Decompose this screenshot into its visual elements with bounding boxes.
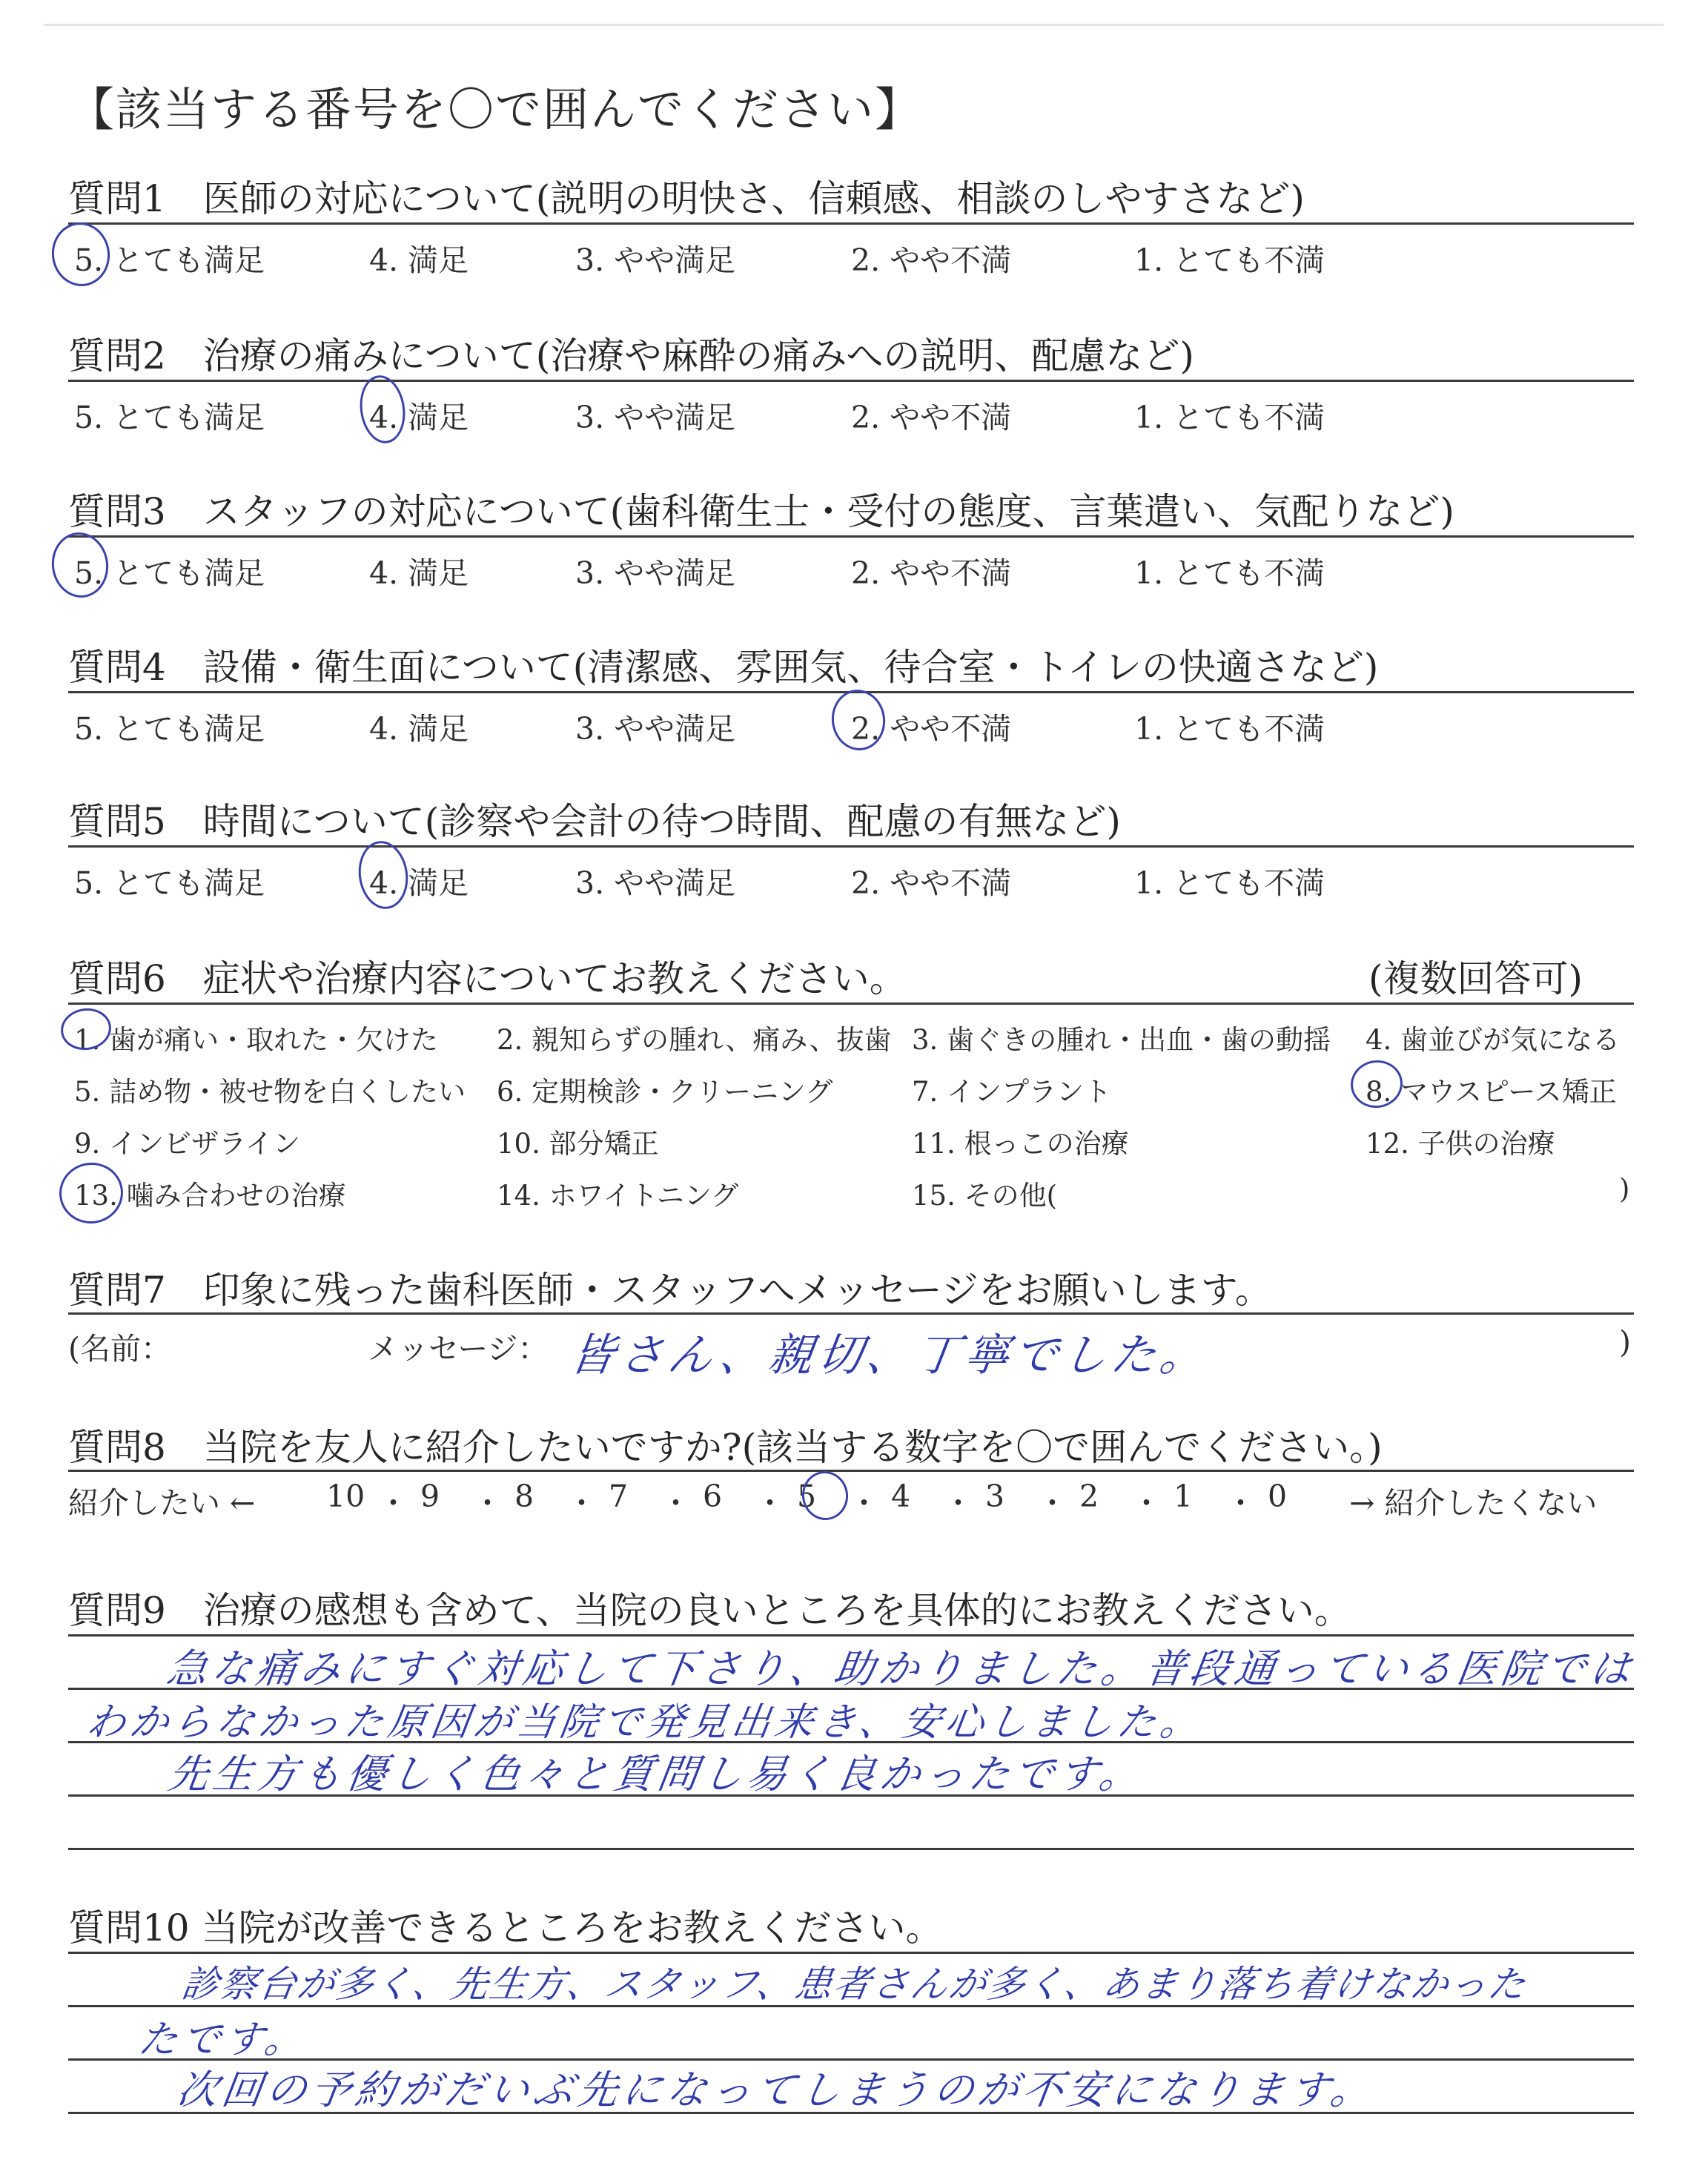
q8-scale-9[interactable]: 9 <box>420 1479 440 1514</box>
q6-item-3[interactable]: 3. 歯ぐきの腫れ・出血・歯の動揺 <box>912 1024 1331 1056</box>
q8-scale-separator: ・ <box>943 1485 973 1521</box>
question-9-title: 質問9 治療の感想も含めて、当院の良いところを具体的にお教えください。 <box>68 1589 1351 1632</box>
q8-scale-10[interactable]: 10 <box>326 1479 365 1514</box>
q4-option-3[interactable]: 3. やや満足 <box>575 711 736 747</box>
q1-option-2[interactable]: 2. やや不満 <box>851 242 1012 278</box>
q8-scale-separator: ・ <box>378 1485 408 1521</box>
q3-option-2[interactable]: 2. やや不満 <box>851 555 1012 591</box>
q6-item-8[interactable]: 8. マウスピース矯正 <box>1366 1076 1617 1108</box>
question-8-title: 質問8 当院を友人に紹介したいですか?(該当する数字を〇で囲んでください。) <box>68 1426 1383 1469</box>
question-5-rule <box>68 845 1634 848</box>
q8-scale-2[interactable]: 2 <box>1079 1479 1099 1514</box>
question-10-title: 質問10 当院が改善できるところをお教えください。 <box>68 1906 943 1949</box>
q6-item-7[interactable]: 7. インプラント <box>912 1076 1112 1108</box>
question-7-title: 質問7 印象に残った歯科医師・スタッフへメッセージをお願いします。 <box>68 1269 1272 1312</box>
q8-scale-7[interactable]: 7 <box>609 1479 629 1514</box>
q7-name-label: (名前： <box>68 1331 171 1367</box>
q8-scale-6[interactable]: 6 <box>703 1479 723 1514</box>
q9-answer-line-3[interactable]: 先生方も優しく色々と質問し易く良かったです。 <box>165 1751 1148 1797</box>
q2-option-2[interactable]: 2. やや不満 <box>851 400 1012 435</box>
q8-scale-separator: ・ <box>1131 1485 1162 1521</box>
q8-scale-separator: ・ <box>1225 1485 1256 1521</box>
q9-writing-line-5 <box>68 1848 1634 1850</box>
q1-option-4[interactable]: 4. 満足 <box>369 242 469 278</box>
q10-answer-line-1[interactable]: 診察台が多く、先生方、スタッフ、患者さんが多く、あまり落ち着けなかった <box>179 1963 1530 2006</box>
q2-option-4[interactable]: 4. 満足 <box>369 400 469 435</box>
q2-option-3[interactable]: 3. やや満足 <box>575 400 736 435</box>
question-4-rule <box>68 691 1634 693</box>
q6-item-6[interactable]: 6. 定期検診・クリーニング <box>497 1076 833 1108</box>
q6-item-9[interactable]: 9. インビザライン <box>74 1128 300 1160</box>
q6-item-5[interactable]: 5. 詰め物・被せ物を白くしたい <box>74 1076 466 1108</box>
q5-option-2[interactable]: 2. やや不満 <box>851 865 1012 901</box>
q5-option-5[interactable]: 5. とても満足 <box>74 865 265 901</box>
q6-other-close-paren: ) <box>1619 1173 1630 1205</box>
question-8-rule <box>68 1470 1634 1472</box>
q9-answer-line-2[interactable]: わからなかった原因が当院で発見出来き、安心しました。 <box>84 1700 1207 1745</box>
q7-message-label: メッセージ： <box>368 1331 549 1367</box>
page-heading: 【該当する番号を〇で囲んでください】 <box>68 82 923 136</box>
q8-right-label: → 紹介したくない <box>1349 1485 1598 1521</box>
question-7-rule <box>68 1312 1634 1315</box>
q8-scale-8[interactable]: 8 <box>514 1479 534 1514</box>
top-border <box>44 24 1664 26</box>
q5-option-1[interactable]: 1. とても不満 <box>1134 865 1325 901</box>
question-1-rule <box>68 222 1634 225</box>
question-2-rule <box>68 380 1634 382</box>
q8-left-label: 紹介したい ← <box>68 1485 256 1521</box>
q6-item-2[interactable]: 2. 親知らずの腫れ、痛み、抜歯 <box>497 1024 892 1056</box>
q4-option-1[interactable]: 1. とても不満 <box>1134 711 1325 747</box>
q1-option-3[interactable]: 3. やや満足 <box>575 242 736 278</box>
q5-option-4[interactable]: 4. 満足 <box>369 865 469 901</box>
q3-option-1[interactable]: 1. とても不満 <box>1134 555 1325 591</box>
question-6-rule <box>68 1003 1634 1005</box>
question-3-title: 質問3 スタッフの対応について(歯科衛生士・受付の態度、言葉遣い、気配りなど) <box>68 490 1454 533</box>
q8-scale-separator: ・ <box>661 1485 691 1521</box>
q6-item-10[interactable]: 10. 部分矯正 <box>497 1128 659 1160</box>
question-1-title: 質問1 医師の対応について(説明の明快さ、信頼感、相談のしやすさなど) <box>68 177 1305 220</box>
q6-item-13[interactable]: 13. 噛み合わせの治療 <box>74 1180 346 1212</box>
q4-option-5[interactable]: 5. とても満足 <box>74 711 265 747</box>
q10-answer-line-3[interactable]: 次回の予約がだいぶ先になってしまうのが不安になります。 <box>174 2067 1379 2113</box>
q4-option-4[interactable]: 4. 満足 <box>369 711 469 747</box>
q2-option-5[interactable]: 5. とても満足 <box>74 400 265 435</box>
q4-option-2[interactable]: 2. やや不満 <box>851 711 1012 747</box>
q6-item-1[interactable]: 1. 歯が痛い・取れた・欠けた <box>74 1024 439 1056</box>
q1-option-5[interactable]: 5. とても満足 <box>74 242 265 278</box>
q8-scale-separator: ・ <box>472 1485 503 1521</box>
q6-item-4[interactable]: 4. 歯並びが気になる <box>1366 1024 1621 1056</box>
q6-item-14[interactable]: 14. ホワイトニング <box>497 1180 739 1212</box>
q8-scale-4[interactable]: 4 <box>891 1479 911 1514</box>
question-6-note: (複数回答可) <box>1368 957 1583 1000</box>
q3-option-5[interactable]: 5. とても満足 <box>74 555 265 591</box>
q6-item-11[interactable]: 11. 根っこの治療 <box>912 1128 1129 1160</box>
q9-answer-line-1[interactable]: 急な痛みにすぐ対応して下さり、助かりました。普段通っている医院では <box>164 1645 1638 1692</box>
q8-scale-3[interactable]: 3 <box>985 1479 1005 1514</box>
q7-handwritten-message[interactable]: 皆さん、親切、丁寧でした。 <box>566 1330 1213 1381</box>
question-5-title: 質問5 時間について(診察や会計の待つ時間、配慮の有無など) <box>68 800 1121 843</box>
q8-scale-0[interactable]: 0 <box>1268 1479 1288 1514</box>
q6-item-12[interactable]: 12. 子供の治療 <box>1366 1128 1555 1160</box>
q3-option-3[interactable]: 3. やや満足 <box>575 555 736 591</box>
q5-option-3[interactable]: 3. やや満足 <box>575 865 736 901</box>
q8-scale-separator: ・ <box>1037 1485 1068 1521</box>
q10-writing-line-1 <box>68 1952 1634 1954</box>
q8-scale-separator: ・ <box>755 1485 785 1521</box>
q6-item-15[interactable]: 15. その他( <box>912 1180 1058 1212</box>
q1-option-1[interactable]: 1. とても不満 <box>1134 242 1325 278</box>
q8-scale-1[interactable]: 1 <box>1174 1479 1194 1514</box>
question-4-title: 質問4 設備・衛生面について(清潔感、雰囲気、待合室・トイレの快適さなど) <box>68 646 1379 689</box>
q7-close-paren: ) <box>1619 1324 1631 1360</box>
question-6-title: 質問6 症状や治療内容についてお教えください。 <box>68 957 907 1000</box>
q8-scale-5[interactable]: 5 <box>797 1479 817 1514</box>
q2-option-1[interactable]: 1. とても不満 <box>1134 400 1325 435</box>
question-3-rule <box>68 535 1634 538</box>
q9-writing-line-1 <box>68 1634 1634 1636</box>
q3-option-4[interactable]: 4. 満足 <box>369 555 469 591</box>
q10-answer-line-2[interactable]: たです。 <box>136 2018 311 2062</box>
q8-scale-separator: ・ <box>566 1485 597 1521</box>
q8-scale-separator: ・ <box>849 1485 879 1521</box>
question-2-title: 質問2 治療の痛みについて(治療や麻酔の痛みへの説明、配慮など) <box>68 334 1194 377</box>
